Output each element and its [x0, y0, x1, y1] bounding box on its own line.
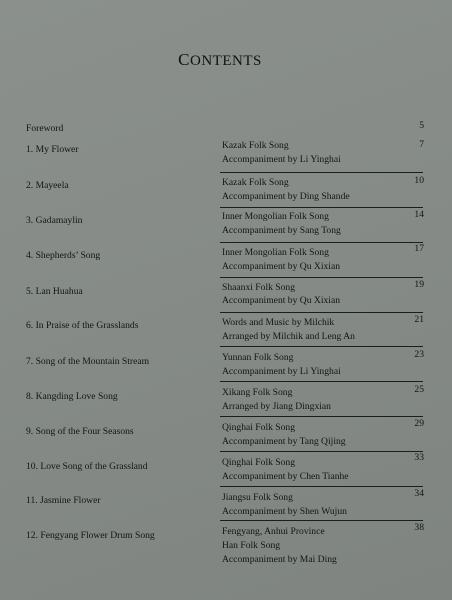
- toc-entry-line: Yunnan Folk Song: [222, 352, 294, 363]
- toc-entry-page: 33: [414, 452, 424, 463]
- toc-entry-page: 29: [414, 418, 424, 429]
- toc-divider: [220, 346, 423, 347]
- toc-entry-line: Accompaniment by Chen Tianhe: [222, 471, 349, 482]
- toc-divider: [220, 242, 423, 243]
- toc-entry-line: Fengyang, Anhui Province: [222, 526, 325, 537]
- toc-entry-title: 7. Song of the Mountain Stream: [26, 356, 150, 367]
- page-title-rest: ONTENTS: [190, 53, 262, 69]
- toc-divider: [220, 486, 423, 487]
- toc-entry-line: Han Folk Song: [222, 540, 281, 551]
- toc-entry-line: Kazak Folk Song: [222, 140, 289, 151]
- toc-entry-line: Accompaniment by Mai Ding: [222, 554, 337, 565]
- foreword-page: 5: [419, 120, 424, 131]
- toc-divider: [220, 312, 423, 313]
- toc-entry-line: Inner Mongolian Folk Song: [222, 211, 329, 222]
- toc-entry-page: 34: [414, 488, 424, 499]
- toc-entry-line: Words and Music by Milchik: [222, 317, 335, 328]
- toc-entry-title: 12. Fengyang Flower Drum Song: [26, 530, 155, 541]
- toc-entry-page: 21: [414, 314, 424, 325]
- toc-entry-line: Accompaniment by Qu Xixian: [222, 261, 341, 272]
- toc-entry-title: 2. Mayeela: [26, 180, 69, 191]
- toc-entry-line: Kazak Folk Song: [222, 177, 289, 188]
- toc-divider: [220, 172, 423, 173]
- toc-entry-page: 7: [419, 139, 424, 150]
- toc-divider: [220, 381, 423, 382]
- toc-entry-title: 11. Jasmine Flower: [26, 495, 101, 506]
- toc-entry-page: 10: [414, 175, 424, 186]
- toc-entry-line: Accompaniment by Ding Shande: [222, 191, 350, 202]
- toc-divider: [220, 451, 423, 452]
- toc-entry-line: Qinghai Folk Song: [222, 457, 296, 468]
- toc-entry-line: Jiangsu Folk Song: [222, 492, 293, 503]
- toc-entry-line: Accompaniment by Qu Xixian: [222, 295, 341, 306]
- toc-entry-line: Accompaniment by Li Yinghai: [222, 366, 341, 377]
- toc-entry-title: 6. In Praise of the Grasslands: [26, 320, 139, 331]
- toc-entry-line: Inner Mongolian Folk Song: [222, 247, 329, 258]
- foreword-label: Foreword: [26, 123, 64, 134]
- toc-entry-title: 1. My Flower: [26, 144, 79, 155]
- toc-entry-title: 9. Song of the Four Seasons: [26, 426, 134, 437]
- toc-divider: [220, 277, 423, 278]
- toc-entry-page: 25: [414, 384, 424, 395]
- toc-divider: [220, 416, 423, 417]
- toc-entry-line: Accompaniment by Tang Qijing: [222, 436, 346, 447]
- toc-entry-line: Arranged by Jiang Dingxian: [222, 401, 331, 412]
- toc-entry-page: 14: [414, 209, 424, 220]
- toc-entry-title: 10. Love Song of the Grassland: [26, 461, 148, 472]
- toc-entry-line: Xikang Folk Song: [222, 387, 293, 398]
- toc-entry-page: 23: [414, 349, 424, 360]
- toc-entry-line: Shaanxi Folk Song: [222, 282, 296, 293]
- toc-entry-title: 8. Kangding Love Song: [26, 391, 118, 402]
- toc-entry-title: 5. Lan Huahua: [26, 286, 83, 297]
- toc-entry-page: 19: [414, 279, 424, 290]
- toc-entry-page: 38: [414, 522, 424, 533]
- toc-divider: [220, 207, 423, 208]
- toc-entry-title: 3. Gadamaylin: [26, 215, 83, 226]
- toc-entry-line: Arranged by Milchik and Leng An: [222, 331, 355, 342]
- toc-entry-line: Qinghai Folk Song: [222, 422, 296, 433]
- page-title: CONTENTS: [178, 50, 262, 69]
- toc-entry-line: Accompaniment by Li Yinghai: [222, 154, 341, 165]
- toc-entry-line: Accompaniment by Shen Wujun: [222, 506, 347, 517]
- toc-entry-line: Accompaniment by Sang Tong: [222, 225, 341, 236]
- toc-divider: [220, 520, 423, 521]
- toc-entry-page: 17: [414, 243, 424, 254]
- toc-entry-title: 4. Shepherds’ Song: [26, 250, 101, 261]
